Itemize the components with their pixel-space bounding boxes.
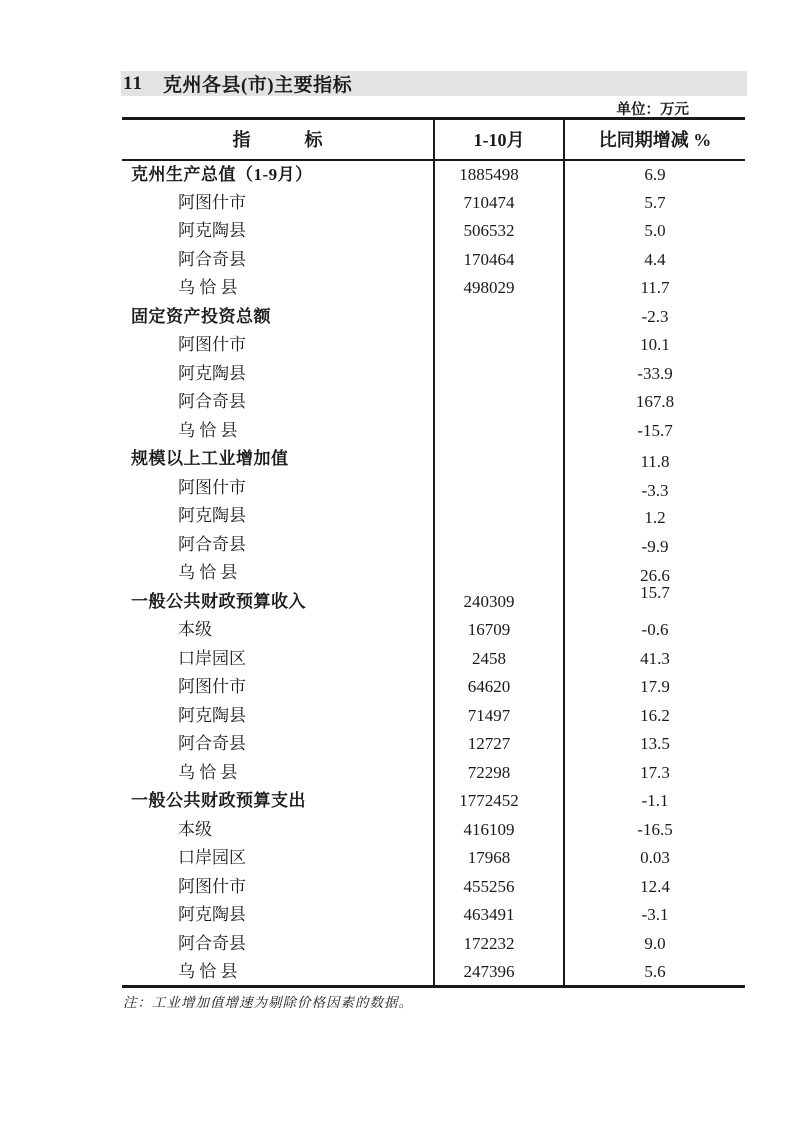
pct-change-cell: 41.3	[640, 648, 670, 668]
pct-change-cell: 4.4	[644, 249, 666, 269]
page-title: 克州各县(市)主要指标	[162, 75, 353, 96]
table-row	[122, 245, 745, 274]
pct-change-cell: 13.5	[640, 734, 670, 754]
value-cell: 247396	[434, 958, 564, 987]
col-header-change: 比同期增减 %	[564, 119, 745, 160]
value-cell: 72298	[434, 758, 564, 787]
table-row	[122, 188, 745, 217]
table-row	[122, 844, 745, 873]
indicator-cell: 乌 恰 县	[178, 420, 238, 440]
value-cell: 2458	[434, 644, 564, 673]
value-cell: 455256	[434, 872, 564, 901]
pct-change-cell: -33.9	[637, 363, 673, 383]
value-cell: 416109	[434, 815, 564, 844]
indicator-cell: 阿克陶县	[178, 705, 246, 725]
section-title-bar	[121, 71, 747, 96]
value-cell: 463491	[434, 901, 564, 930]
table-row	[122, 445, 745, 474]
table-row	[122, 673, 745, 702]
table-row	[122, 388, 745, 417]
value-cell: 498029	[434, 274, 564, 303]
indicator-cell: 乌 恰 县	[178, 563, 238, 583]
pct-change-cell: 26.6	[640, 566, 670, 586]
table-row	[122, 587, 745, 616]
section-number: 11	[123, 72, 143, 94]
table-row	[122, 302, 745, 331]
pct-change-cell: 15.7	[640, 582, 670, 602]
indicator-cell: 阿图什市	[178, 192, 246, 212]
col-header-period: 1-10月	[434, 119, 564, 160]
table-row	[122, 929, 745, 958]
indicator-cell: 口岸园区	[178, 648, 246, 668]
value-cell: 506532	[434, 217, 564, 246]
value-cell: 1772452	[434, 787, 564, 816]
pct-change-cell: 0.03	[640, 848, 670, 868]
indicator-cell: 阿合奇县	[178, 392, 246, 412]
indicator-cell: 一般公共财政预算支出	[131, 791, 306, 811]
pct-change-cell: 16.2	[640, 705, 670, 725]
value-cell: 240309	[434, 587, 564, 616]
pct-change-cell: 5.7	[644, 192, 666, 212]
table-row	[122, 502, 745, 531]
col-header-indicator: 指 标	[122, 119, 434, 160]
pct-change-cell: 9.0	[644, 933, 666, 953]
value-cell: 12727	[434, 730, 564, 759]
value-cell: 17968	[434, 844, 564, 873]
indicator-cell: 固定资产投资总额	[131, 306, 271, 326]
table-row	[122, 872, 745, 901]
pct-change-cell: 167.8	[635, 392, 675, 412]
value-cell: 710474	[434, 188, 564, 217]
table-row	[122, 530, 745, 559]
indicator-cell: 阿克陶县	[178, 363, 246, 383]
pct-change-cell: 11.8	[640, 452, 670, 472]
table-row	[122, 274, 745, 303]
pct-change-cell: 10.1	[640, 335, 670, 355]
table-row	[122, 644, 745, 673]
pct-change-cell: -3.1	[641, 905, 669, 925]
indicator-cell: 阿图什市	[178, 477, 246, 497]
indicator-cell: 阿图什市	[178, 677, 246, 697]
table-row	[122, 359, 745, 388]
value-cell	[434, 445, 564, 474]
indicator-cell: 本级	[178, 819, 212, 839]
table-body	[122, 160, 745, 987]
pct-change-cell: -16.5	[637, 819, 673, 839]
pct-change-cell: -2.3	[641, 306, 669, 326]
indicator-cell: 乌 恰 县	[178, 961, 238, 981]
pct-change-cell: 6.9	[644, 164, 666, 184]
indicator-cell: 规模以上工业增加值	[131, 449, 289, 469]
indicator-cell: 阿合奇县	[178, 734, 246, 754]
indicator-cell: 阿图什市	[178, 335, 246, 355]
table-row	[122, 616, 745, 645]
indicator-cell: 阿克陶县	[178, 905, 246, 925]
table-row	[122, 958, 745, 987]
indicator-cell: 阿克陶县	[178, 506, 246, 526]
table-row	[122, 787, 745, 816]
pct-change-cell: -15.7	[637, 420, 673, 440]
value-cell	[434, 331, 564, 360]
value-cell	[434, 559, 564, 588]
pct-change-cell: 11.7	[640, 278, 670, 298]
indicator-cell: 阿合奇县	[178, 933, 246, 953]
value-cell: 170464	[434, 245, 564, 274]
value-cell	[434, 416, 564, 445]
value-cell	[434, 530, 564, 559]
footnote: 注：工业增加值增速为剔除价格因素的数据。	[123, 995, 413, 1010]
indicator-cell: 阿合奇县	[178, 534, 246, 554]
value-cell	[434, 388, 564, 417]
value-cell	[434, 302, 564, 331]
value-cell	[434, 359, 564, 388]
unit-label: 单位：万元	[616, 102, 689, 118]
pct-change-cell: 17.9	[640, 677, 670, 697]
indicator-cell: 口岸园区	[178, 848, 246, 868]
value-cell: 16709	[434, 616, 564, 645]
value-cell	[434, 473, 564, 502]
indicator-cell: 克州生产总值（1-9月）	[131, 164, 313, 184]
indicator-cell: 阿合奇县	[178, 249, 246, 269]
value-cell: 64620	[434, 673, 564, 702]
table-row	[122, 758, 745, 787]
indicator-cell: 阿图什市	[178, 876, 246, 896]
value-cell: 71497	[434, 701, 564, 730]
indicators-table	[122, 117, 745, 988]
value-cell: 172232	[434, 929, 564, 958]
table-row	[122, 473, 745, 502]
table-row	[122, 815, 745, 844]
header-row	[122, 119, 745, 160]
pct-change-cell: 17.3	[640, 762, 670, 782]
indicator-cell: 本级	[178, 620, 212, 640]
indicator-cell: 乌 恰 县	[178, 278, 238, 298]
pct-change-cell: -3.3	[641, 480, 669, 500]
pct-change-cell: -1.1	[641, 791, 669, 811]
table-row	[122, 416, 745, 445]
table-row	[122, 331, 745, 360]
table-row	[122, 730, 745, 759]
table-row	[122, 901, 745, 930]
value-cell: 1885498	[434, 160, 564, 189]
indicator-cell: 一般公共财政预算收入	[131, 591, 306, 611]
table-row	[122, 160, 745, 189]
pct-change-cell: 1.2	[644, 508, 666, 528]
table-row	[122, 701, 745, 730]
indicator-cell: 乌 恰 县	[178, 762, 238, 782]
table-row	[122, 217, 745, 246]
pct-change-cell: -9.9	[641, 536, 669, 556]
pct-change-cell: 5.6	[644, 961, 666, 981]
pct-change-cell: 5.0	[644, 221, 666, 241]
pct-change-cell: 12.4	[640, 876, 670, 896]
value-cell	[434, 502, 564, 531]
pct-change-cell: -0.6	[641, 620, 669, 640]
indicator-cell: 阿克陶县	[178, 221, 246, 241]
